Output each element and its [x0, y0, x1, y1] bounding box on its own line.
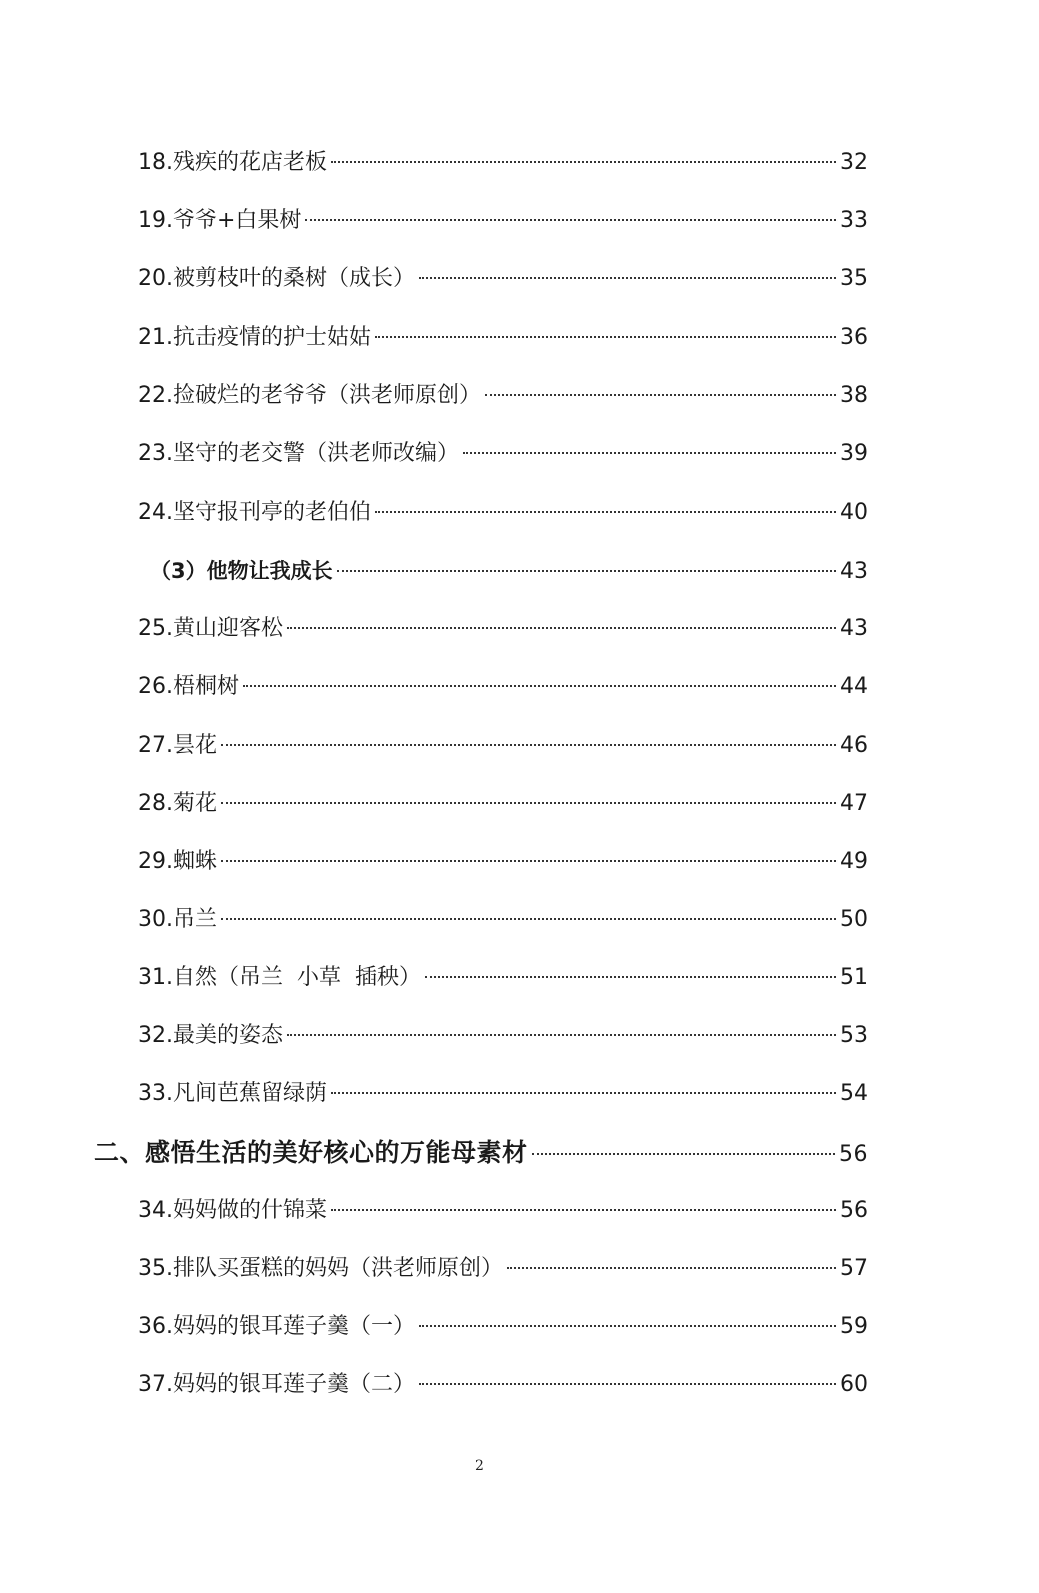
toc-entry-20[interactable]: [138, 259, 868, 299]
dot-leader: [331, 161, 836, 163]
toc-subsection-title: （3）他物让我成长: [150, 559, 333, 583]
toc-entry-page: 36: [840, 325, 868, 350]
toc-entry-page: 40: [840, 500, 868, 525]
toc-entry-25[interactable]: [138, 609, 868, 649]
toc-entry-page: 46: [840, 733, 868, 758]
dot-leader: [221, 918, 836, 920]
dot-leader: [375, 336, 836, 338]
dot-leader: [221, 744, 836, 746]
toc-entry-title: 31.自然（吊兰 小草 插秧）: [138, 965, 421, 990]
toc-entry-22[interactable]: [138, 376, 868, 416]
toc-entry-page: 59: [840, 1314, 868, 1339]
dot-leader: [375, 511, 836, 513]
toc-entry-18[interactable]: [138, 143, 868, 183]
toc-entry-title: 32.最美的姿态: [138, 1023, 283, 1048]
toc-entry-page: 54: [840, 1081, 868, 1106]
toc-entry-page: 43: [840, 616, 868, 641]
dot-leader: [507, 1267, 836, 1269]
toc-entry-page: 60: [840, 1372, 868, 1397]
toc-entry-title: 33.凡间芭蕉留绿荫: [138, 1081, 327, 1106]
toc-entry-24[interactable]: [138, 493, 868, 533]
toc-section-title: 二、感悟生活的美好核心的万能母素材: [94, 1138, 528, 1167]
dot-leader: [425, 976, 836, 978]
toc-entry-title: 34.妈妈做的什锦菜: [138, 1198, 327, 1223]
toc-entry-title: 27.昙花: [138, 733, 217, 758]
dot-leader: [337, 570, 836, 572]
toc-entry-21[interactable]: [138, 318, 868, 358]
dot-leader: [305, 219, 836, 221]
toc-entry-title: 23.坚守的老交警（洪老师改编）: [138, 441, 459, 466]
toc-entry-title: 25.黄山迎客松: [138, 616, 283, 641]
dot-leader: [532, 1153, 835, 1155]
toc-entry-29[interactable]: [138, 842, 868, 882]
dot-leader: [287, 1034, 836, 1036]
dot-leader: [331, 1092, 836, 1094]
toc-entry-37[interactable]: [138, 1365, 868, 1405]
toc-entry-32[interactable]: [138, 1016, 868, 1056]
toc-entry-26[interactable]: [138, 667, 868, 707]
toc-entry-title: 36.妈妈的银耳莲子羹（一）: [138, 1314, 415, 1339]
dot-leader: [463, 452, 836, 454]
toc-entry-28[interactable]: [138, 784, 868, 824]
toc-entry-page: 56: [840, 1198, 868, 1223]
toc-entry-36[interactable]: [138, 1307, 868, 1347]
toc-entry-page: 39: [840, 441, 868, 466]
toc-subsection-3[interactable]: [150, 551, 868, 591]
toc-entry-page: 51: [840, 965, 868, 990]
toc-entry-title: 28.菊花: [138, 791, 217, 816]
toc-entry-34[interactable]: [138, 1191, 868, 1231]
dot-leader: [221, 860, 836, 862]
toc-entry-page: 47: [840, 791, 868, 816]
toc-entry-page: 53: [840, 1023, 868, 1048]
toc-entry-page: 32: [840, 150, 868, 175]
toc-entry-27[interactable]: [138, 726, 868, 766]
toc-entry-page: 33: [840, 208, 868, 233]
toc-entry-title: 24.坚守报刊亭的老伯伯: [138, 500, 371, 525]
dot-leader: [419, 277, 836, 279]
dot-leader: [485, 394, 836, 396]
dot-leader: [287, 627, 836, 629]
toc-entry-page: 50: [840, 907, 868, 932]
page-number: 2: [475, 1458, 484, 1474]
dot-leader: [419, 1383, 836, 1385]
toc-entry-30[interactable]: [138, 900, 868, 940]
toc-entry-page: 56: [839, 1142, 868, 1167]
dot-leader: [221, 802, 836, 804]
toc-entry-title: 20.被剪枝叶的桑树（成长）: [138, 266, 415, 291]
toc-entry-page: 38: [840, 383, 868, 408]
toc-section-2[interactable]: [94, 1133, 868, 1173]
toc-entry-31[interactable]: [138, 958, 868, 998]
toc-entry-19[interactable]: [138, 201, 868, 241]
dot-leader: [331, 1209, 836, 1211]
toc-entry-page: 57: [840, 1256, 868, 1281]
toc-entry-23[interactable]: [138, 434, 868, 474]
toc-entry-35[interactable]: [138, 1249, 868, 1289]
toc-entry-title: 22.捡破烂的老爷爷（洪老师原创）: [138, 383, 481, 408]
toc-entry-title: 30.吊兰: [138, 907, 217, 932]
toc-entry-title: 35.排队买蛋糕的妈妈（洪老师原创）: [138, 1256, 503, 1281]
toc-entry-title: 37.妈妈的银耳莲子羹（二）: [138, 1372, 415, 1397]
toc-entry-title: 26.梧桐树: [138, 674, 239, 699]
toc-entry-page: 35: [840, 266, 868, 291]
toc-entry-title: 18.残疾的花店老板: [138, 150, 327, 175]
toc-entry-33[interactable]: [138, 1074, 868, 1114]
toc-entry-title: 19.爷爷+白果树: [138, 208, 302, 233]
toc-entry-page: 49: [840, 849, 868, 874]
toc-entry-title: 29.蜘蛛: [138, 849, 217, 874]
dot-leader: [419, 1325, 836, 1327]
toc-entry-page: 43: [840, 559, 868, 584]
dot-leader: [243, 685, 836, 687]
toc-entry-title: 21.抗击疫情的护士姑姑: [138, 325, 371, 350]
toc-entry-page: 44: [840, 674, 868, 699]
